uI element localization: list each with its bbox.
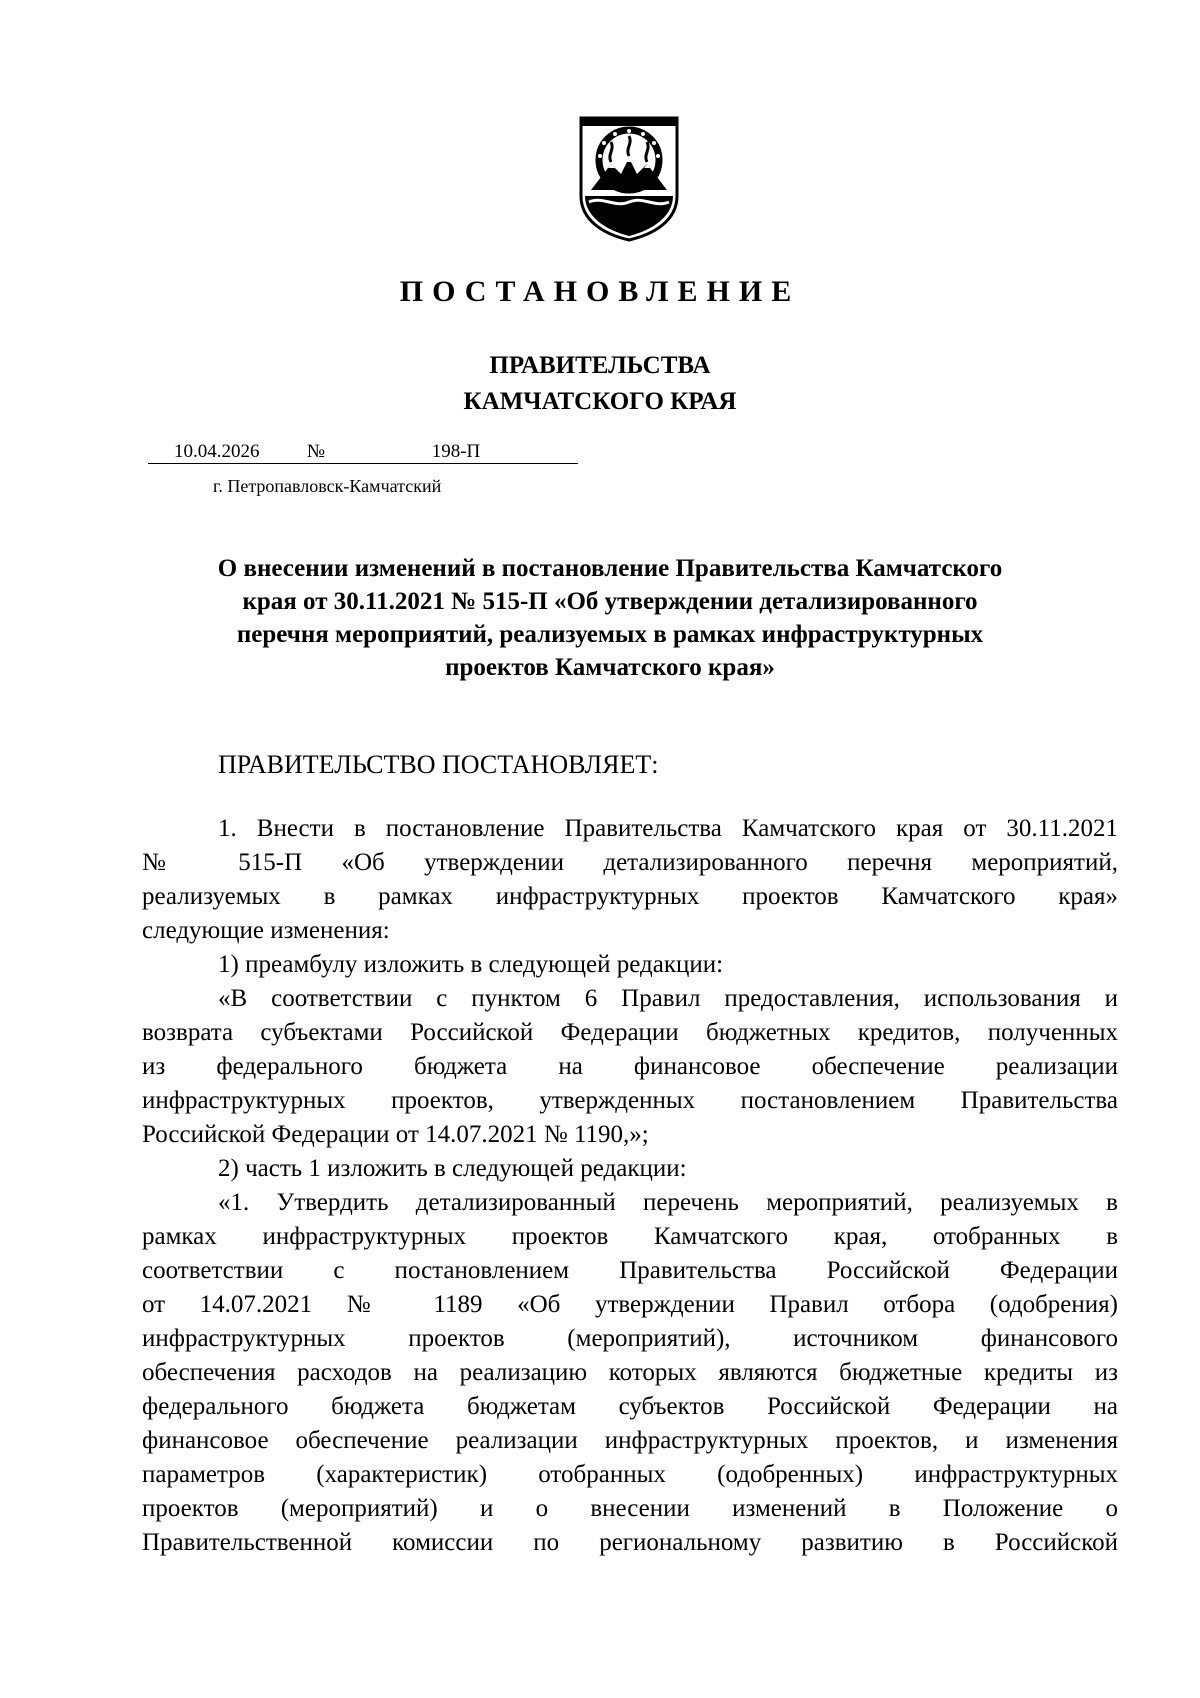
document-title bbox=[150, 552, 1070, 684]
body-line: инфраструктурных проектов, утвержденных постановлением Правительства bbox=[142, 1087, 1118, 1114]
body-line: обеспечения расходов на реализацию которых являются бюджетные кредиты из bbox=[142, 1359, 1118, 1386]
document-number: 198-П bbox=[334, 441, 578, 464]
document-date: 10.04.2026 bbox=[148, 441, 298, 464]
title-line: проектов Камчатского края» bbox=[445, 654, 775, 681]
body-line: от 14.07.2021 № 1189 «Об утверждении Правил отбора (одобрения) bbox=[142, 1291, 1118, 1318]
issuer-line-1: ПРАВИТЕЛЬСТВА bbox=[489, 352, 711, 379]
body-line: следующие изменения: bbox=[142, 917, 390, 944]
body-line: «1. Утвердить детализированный перечень мероприятий, реализуемых в bbox=[218, 1189, 1118, 1216]
title-line: О внесении изменений в постановление Правительства Камчатского bbox=[217, 555, 1003, 582]
body-line: 1) преамбулу изложить в следующей редакции: bbox=[218, 951, 724, 978]
coat-of-arms-icon bbox=[577, 112, 681, 242]
issuer-line-2: КАМЧАТСКОГО КРАЯ bbox=[463, 388, 737, 415]
body-line: «В соответствии с пунктом 6 Правил предоставления, использования и bbox=[218, 985, 1118, 1012]
issuer-heading bbox=[0, 348, 1200, 420]
body-line: финансовое обеспечение реализации инфраструктурных проектов, и изменения bbox=[142, 1427, 1118, 1454]
number-sign: № bbox=[298, 441, 334, 464]
registration-line bbox=[148, 440, 578, 464]
body-line: соответствии с постановлением Правительства Российской Федерации bbox=[142, 1257, 1118, 1284]
body-line: 1. Внести в постановление Правительства Камчатского края от 30.11.2021 bbox=[218, 815, 1118, 842]
body-line: из федерального бюджета на финансовое обеспечение реализации bbox=[142, 1053, 1118, 1080]
body-line: рамках инфраструктурных проектов Камчатского края, отобранных в bbox=[142, 1223, 1118, 1250]
body-line: проектов (мероприятий) и о внесении изменений в Положение о bbox=[142, 1495, 1118, 1522]
body-line: реализуемых в рамках инфраструктурных проектов Камчатского края» bbox=[142, 883, 1118, 910]
body-line: 2) часть 1 изложить в следующей редакции: bbox=[218, 1155, 687, 1182]
city-of-issue: г. Петропавловск-Камчатский bbox=[213, 476, 442, 496]
body-line: федерального бюджета бюджетам субъектов Российской Федерации на bbox=[142, 1393, 1118, 1420]
document-body bbox=[142, 812, 1118, 1560]
body-line: параметров (характеристик) отобранных (одобренных) инфраструктурных bbox=[142, 1461, 1118, 1488]
decree-phrase: ПРАВИТЕЛЬСТВО ПОСТАНОВЛЯЕТ: bbox=[218, 750, 659, 779]
body-line: Российской Федерации от 14.07.2021 № 1190,»; bbox=[142, 1121, 649, 1148]
body-line: Правительственной комиссии по региональному развитию в Российской bbox=[142, 1529, 1118, 1556]
body-line: возврата субъектами Российской Федерации бюджетных кредитов, полученных bbox=[142, 1019, 1118, 1046]
title-line: перечня мероприятий, реализуемых в рамках инфраструктурных bbox=[236, 621, 984, 648]
document-type-heading: ПОСТАНОВЛЕНИЕ bbox=[399, 275, 801, 308]
body-line: № 515-П «Об утверждении детализированного перечня мероприятий, bbox=[142, 849, 1118, 876]
coat-of-arms-emblem bbox=[577, 112, 681, 242]
title-line: края от 30.11.2021 № 515-П «Об утверждении детализированного bbox=[242, 588, 978, 615]
body-line: инфраструктурных проектов (мероприятий), источником финансового bbox=[142, 1325, 1118, 1352]
